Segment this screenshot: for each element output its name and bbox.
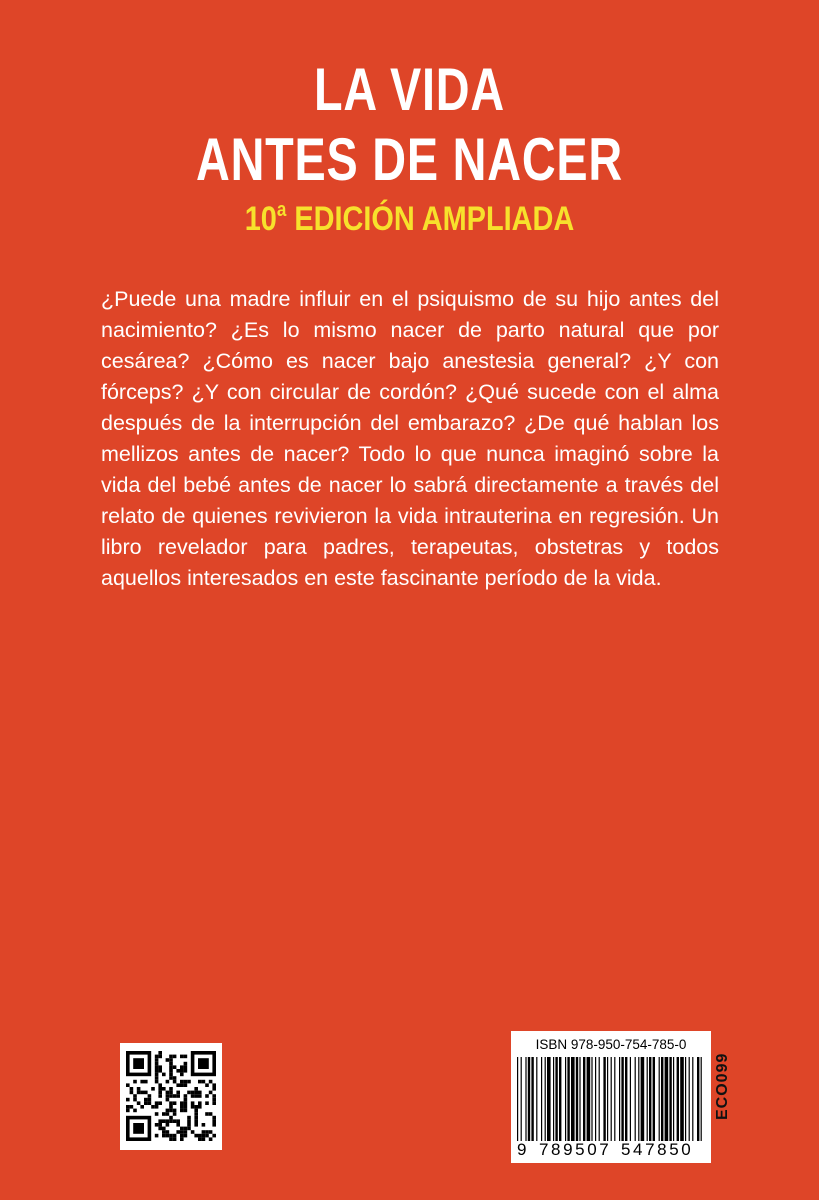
- edition-text: EDICIÓN AMPLIADA: [286, 200, 575, 238]
- isbn-label: ISBN 978-950-754-785-0: [535, 1037, 687, 1052]
- barcode-digit-group-2: 547850: [621, 1140, 694, 1159]
- back-cover-blurb: ¿Puede una madre influir en el psiquismo de su hijo antes del nacimiento? ¿Es lo mismo nacer de parto natural que por cesárea? ¿Cómo es nacer bajo anestesia general? ¿Y con fórceps? ¿Y con circular de cordón? ¿Qué sucede con el alma después de la interrupción del embarazo? ¿De qué hablan los mellizos antes de nacer? Todo lo que nunca imaginó sobre la vida del bebé antes de nacer lo sabrá directamente a través del relato de quienes revivieron la vida intrauterina en regresión. Un libro revelador para padres, terapeutas, obstetras y todos aquellos interesados en este fascinante período de la vida.: [101, 287, 719, 590]
- barcode-digits: [511, 1140, 711, 1160]
- qr-code: [120, 1043, 222, 1150]
- edition-ordinal: a: [276, 199, 287, 221]
- title-line-1: LA VIDA: [314, 56, 505, 123]
- isbn-barcode: [511, 1031, 711, 1163]
- barcode-digit-first: 9: [517, 1140, 527, 1159]
- barcode-bars: [517, 1057, 705, 1141]
- catalog-code: ECO099: [714, 1052, 731, 1120]
- edition-number: 10: [244, 200, 277, 238]
- edition-label: [61, 200, 757, 236]
- title-line-2: ANTES DE NACER: [196, 126, 623, 193]
- barcode-digit-group-1: 789507: [539, 1140, 612, 1159]
